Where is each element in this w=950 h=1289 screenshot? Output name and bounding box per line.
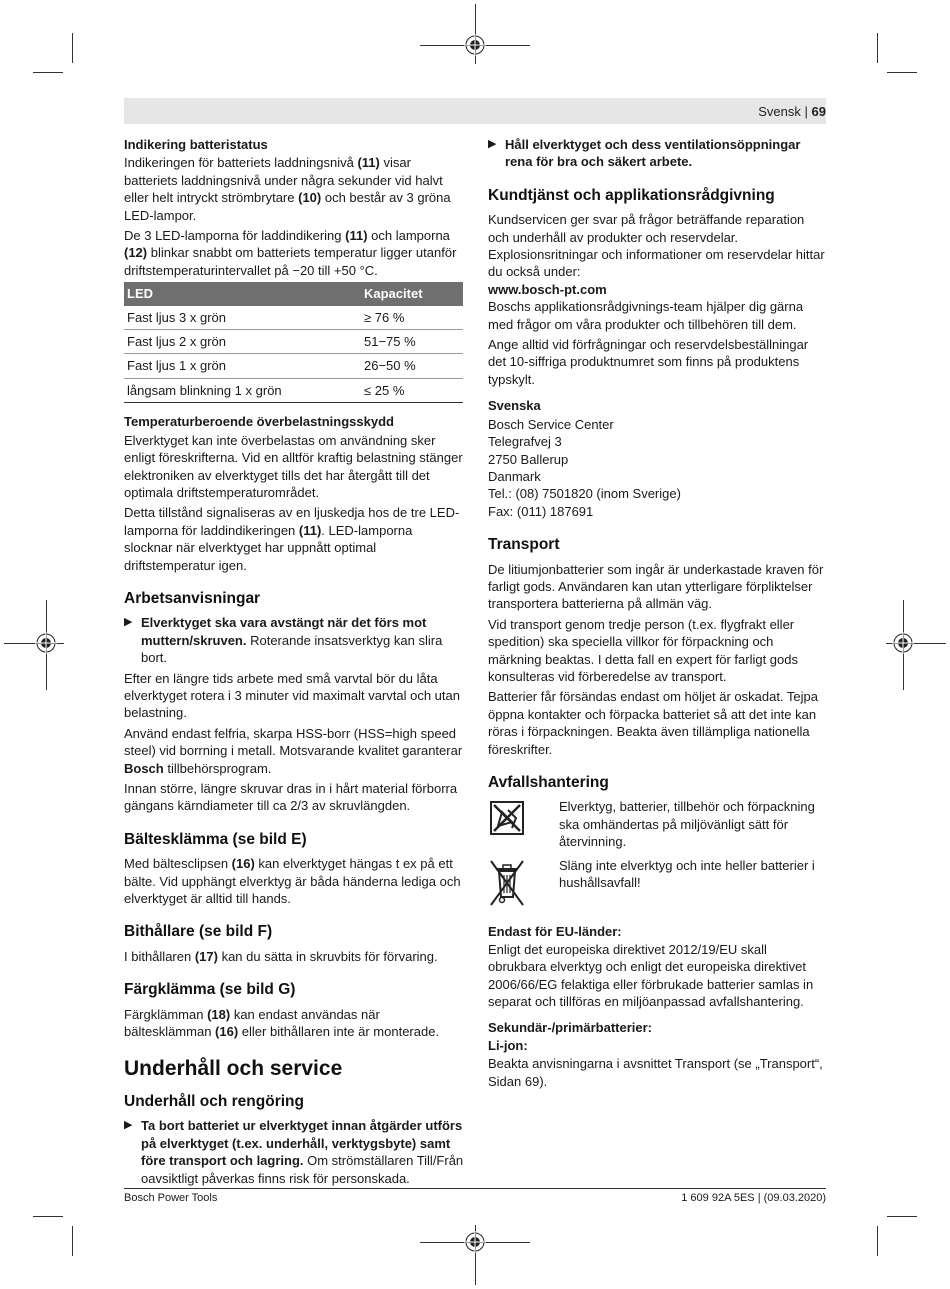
crop-mark-top-right-v (877, 33, 878, 63)
temperature-protection-heading: Temperaturberoende överbelastningsskydd (124, 414, 394, 430)
bin-row (488, 857, 828, 909)
table-cell-led: Fast ljus 3 x grön (124, 306, 361, 330)
address-line: 2750 Ballerup (488, 451, 569, 467)
led-capacity-table (124, 282, 463, 403)
footer-brand: Bosch Power Tools (124, 1192, 218, 1204)
left-column (124, 136, 464, 1190)
address-line: Tel.: (08) 7501820 (inom Sverige) (488, 486, 681, 502)
bullet-arrow-icon: ▶ (124, 1119, 133, 1132)
table-cell-led: långsam blinkning 1 x grön (124, 378, 361, 402)
battery-status-paragraph-2: De 3 LED-lamporna för laddindikering (11) och lamporna (12) blinkar snabbt om batteriets temperatur ligger utanför driftstemperaturintervallet på −20 till +50 °C. (124, 228, 457, 278)
crop-mark-top-left-v (72, 33, 73, 63)
customer-url[interactable]: www.bosch-pt.com (488, 281, 607, 297)
customer-paragraph-1: Kundservicen ger svar på frågor beträffande reparation och underhåll av produkter och reservdelar. Explosionsritningar och informationer om reservdelar hittar du också under: (488, 212, 825, 280)
header-bar (124, 98, 826, 124)
belt-clip-heading: Bältesklämma (se bild E) (124, 830, 307, 848)
recycle-row (488, 798, 828, 850)
customer-paragraph-2: Boschs applikationsrådgivnings-team hjälper dig gärna med frågor om våra produkter och tillbehören till dem. (488, 299, 804, 332)
recycle-text: Elverktyg, batterier, tillbehör och förpackning ska omhändertas på miljövänligt sätt för återvinning. (559, 799, 815, 850)
address-line: Danmark (488, 468, 541, 484)
bit-holder-heading: Bithållare (se bild F) (124, 923, 273, 941)
transport-heading: Transport (488, 536, 560, 554)
table-row (124, 330, 463, 354)
customer-paragraph-3: Ange alltid vid förfrågningar och reservdelsbeställningar det 10-siffriga produktnumret som finns på produktens typskylt. (488, 337, 809, 387)
address-line: Fax: (011) 187691 (488, 503, 594, 519)
work-paragraph-2: Använd endast felfria, skarpa HSS-borr (HSS=high speed steel) vid borrning i metall. Motsvarande kvalitet garanterar Bosch tillbehörsprogram. (124, 725, 463, 776)
liion-heading: Li-jon: (488, 1038, 528, 1054)
temperature-paragraph-1: Elverktyget kan inte överbelastas om användning sker enligt föreskrifterna. Vid en alltför kraftig belastning stänger elektroniken av elverktyget tills det har återgått till det optimala driftstemperaturområdet. (124, 432, 463, 500)
recycling-icon (488, 798, 526, 838)
footer-document-code: 1 609 92A 5ES | (09.03.2020) (681, 1192, 826, 1204)
crop-mark-bottom-right-v (877, 1226, 878, 1256)
belt-clip-paragraph: Med bältesclipsen (16) kan elverktyget hängas t ex på ett bälte. Vid upphängt elverktyg är båda händerna lediga och elverktyget är alltid till hands. (124, 856, 461, 907)
table-header-led: LED (124, 282, 361, 305)
address-line: Bosch Service Center (488, 416, 614, 432)
header-language: Svensk (758, 104, 801, 119)
registration-mark-icon (35, 632, 57, 654)
table-cell-led: Fast ljus 1 x grön (124, 354, 361, 378)
keep-clean-bullet: ▶ Håll elverktyget och dess ventilationsöppningar rena för bra och säkert arbete. (488, 137, 801, 170)
battery-status-paragraph-1: Indikeringen för batteriets laddningsnivå (11) visar batteriets laddningsnivå under några sekunder vid halvt eller helt intryckt strömbrytare (10) och består av 3 gröna LED-lampor. (124, 155, 451, 223)
address-line: Telegrafvej 3 (488, 434, 562, 450)
bullet-arrow-icon: ▶ (488, 138, 497, 150)
battery-type-heading: Sekundär-/primärbatterier: (488, 1019, 652, 1035)
table-header-capacity: Kapacitet (361, 282, 463, 305)
crop-mark-top-left-h (33, 72, 63, 73)
footer-divider (124, 1188, 826, 1189)
crossed-bin-icon (488, 857, 526, 909)
table-cell-capacity: ≥ 76 % (361, 306, 463, 330)
work-paragraph-3: Innan större, längre skruvar dras in i hårt material förborra gängans kärndiameter till ca 2/3 av skruvlängden. (124, 781, 458, 814)
crop-mark-bottom-left-v (72, 1226, 73, 1256)
bit-holder-paragraph: I bithållaren (17) kan du sätta in skruvbits för förvaring. (124, 948, 438, 964)
eu-paragraph: Enligt det europeiska direktivet 2012/19/EU skall obrukbara elverktyg och enligt det europeiska direktivet 2006/66/EG felaktiga eller förbrukade batterier samlas in separat och tillföras en miljöanpassad avfallshantering. (488, 942, 814, 1010)
color-clip-heading: Färgklämma (se bild G) (124, 981, 296, 999)
table-cell-led: Fast ljus 2 x grön (124, 330, 361, 354)
color-clip-paragraph: Färgklämman (18) kan endast användas när bältesklämman (16) eller bithållaren inte är monterade. (124, 1006, 440, 1040)
table-row (124, 306, 463, 330)
work-safety-bullet: ▶ Elverktyget ska vara avstängt när det förs mot muttern/skruven. Roterande insatsverktyg kan slira bort. (124, 615, 443, 666)
registration-mark-icon (464, 34, 486, 56)
liion-paragraph: Beakta anvisningarna i avsnittet Transport (se „Transport“, Sidan 69). (488, 1056, 823, 1089)
bin-text: Släng inte elverktyg och inte heller batterier i hushållsavfall! (559, 857, 815, 891)
page-header (758, 104, 826, 119)
battery-status-heading: Indikering batteristatus (124, 137, 268, 152)
address-block (488, 416, 828, 520)
transport-paragraph-1: De litiumjonbatterier som ingår är underkastade kraven för farligt gods. Användaren kan utan ytterligare förpliktelser transportera batterierna på allmän väg. (488, 561, 824, 612)
work-instructions-heading: Arbetsanvisningar (124, 589, 261, 607)
table-row (124, 354, 463, 378)
page-number: 69 (811, 104, 826, 119)
crop-mark-bottom-right-h (887, 1216, 917, 1217)
address-country: Svenska (488, 398, 541, 414)
registration-mark-icon (892, 632, 914, 654)
table-cell-capacity: 51−75 % (361, 330, 463, 354)
customer-service-heading: Kundtjänst och applikationsrådgivning (488, 186, 775, 204)
crop-mark-top-right-h (887, 72, 917, 73)
table-row (124, 378, 463, 402)
crop-mark-bottom-left-h (33, 1216, 63, 1217)
table-header-row (124, 282, 463, 305)
eu-heading: Endast för EU-länder: (488, 923, 622, 939)
temperature-paragraph-2: Detta tillstånd signaliseras av en ljuskedja hos de tre LED-lamporna för laddindikeringen (11). LED-lamporna slocknar när elverktyget har uppnått optimal driftstemperatur igen. (124, 505, 460, 573)
registration-mark-icon (464, 1231, 486, 1253)
work-paragraph-1: Efter en längre tids arbete med små varvtal bör du låta elverktyget rotera i 3 minuter vid maximalt varvtal och utan belastning. (124, 670, 460, 721)
transport-paragraph-3: Batterier får försändas endast om höljet är oskadat. Tejpa öppna kontakter och förpacka batteriet så att det inte kan röras i förpackningen. Beakta även tillämpliga nationella föreskrifter. (488, 689, 819, 757)
maintenance-heading: Underhåll och rengöring (124, 1092, 304, 1110)
transport-paragraph-2: Vid transport genom tredje person (t.ex. flygfrakt eller spedition) ska speciella villkor för förpackning och märkning beaktas. I detta fall en expert för farligt gods konsulteras vid förberedelse av transport. (488, 616, 799, 684)
disposal-heading: Avfallshantering (488, 774, 609, 791)
header-separator: | (804, 104, 808, 119)
table-cell-capacity: ≤ 25 % (361, 378, 463, 402)
bullet-arrow-icon: ▶ (124, 616, 133, 629)
right-column (488, 136, 828, 1093)
maintenance-bullet: ▶ Ta bort batteriet ur elverktyget innan åtgärder utförs på elverktyget (t.ex. underhåll, verktygsbyte) samt före transport och lagring. Om strömställaren Till/Från oavsiktligt påverkas finns risk för personskada. (124, 1118, 464, 1186)
table-cell-capacity: 26−50 % (361, 354, 463, 378)
service-title: Underhåll och service (124, 1057, 343, 1081)
